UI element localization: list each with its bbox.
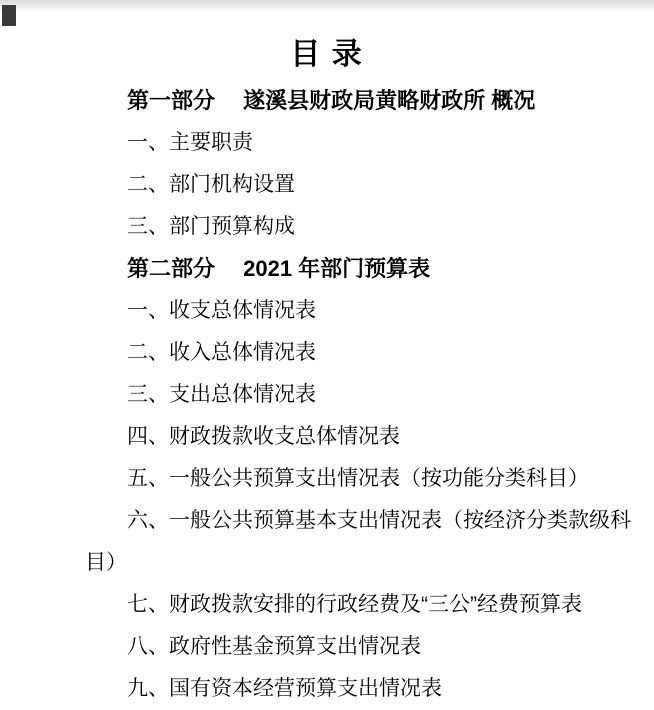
toc-heading-part-1: 第一部分 遂溪县财政局黄略财政所 概况 <box>127 88 536 113</box>
toc-item: 九、国有资本经营预算支出情况表 <box>127 677 442 700</box>
page-title: 目 录 <box>290 38 364 71</box>
toc-item: 一、收支总体情况表 <box>127 299 316 322</box>
toc-item: 三、部门预算构成 <box>127 215 295 238</box>
toc-item: 四、财政拨款收支总体情况表 <box>127 425 400 448</box>
toc-heading-part-2: 第二部分 2021 年部门预算表 <box>127 256 431 281</box>
toc-item: 六、一般公共预算基本支出情况表（按经济分类款级科目） <box>85 509 631 574</box>
toc-item: 三、支出总体情况表 <box>127 383 316 406</box>
corner-artifact <box>2 5 16 26</box>
toc-item: 二、收入总体情况表 <box>127 341 316 364</box>
toc-item: 七、财政拨款安排的行政经费及“三公”经费预算表 <box>127 593 582 616</box>
toc-item: 一、主要职责 <box>127 131 253 154</box>
table-of-contents <box>0 80 654 710</box>
toc-item: 二、部门机构设置 <box>127 173 295 196</box>
toc-item: 八、政府性基金预算支出情况表 <box>127 635 421 658</box>
toc-item: 五、一般公共预算支出情况表（按功能分类科目） <box>127 467 589 490</box>
